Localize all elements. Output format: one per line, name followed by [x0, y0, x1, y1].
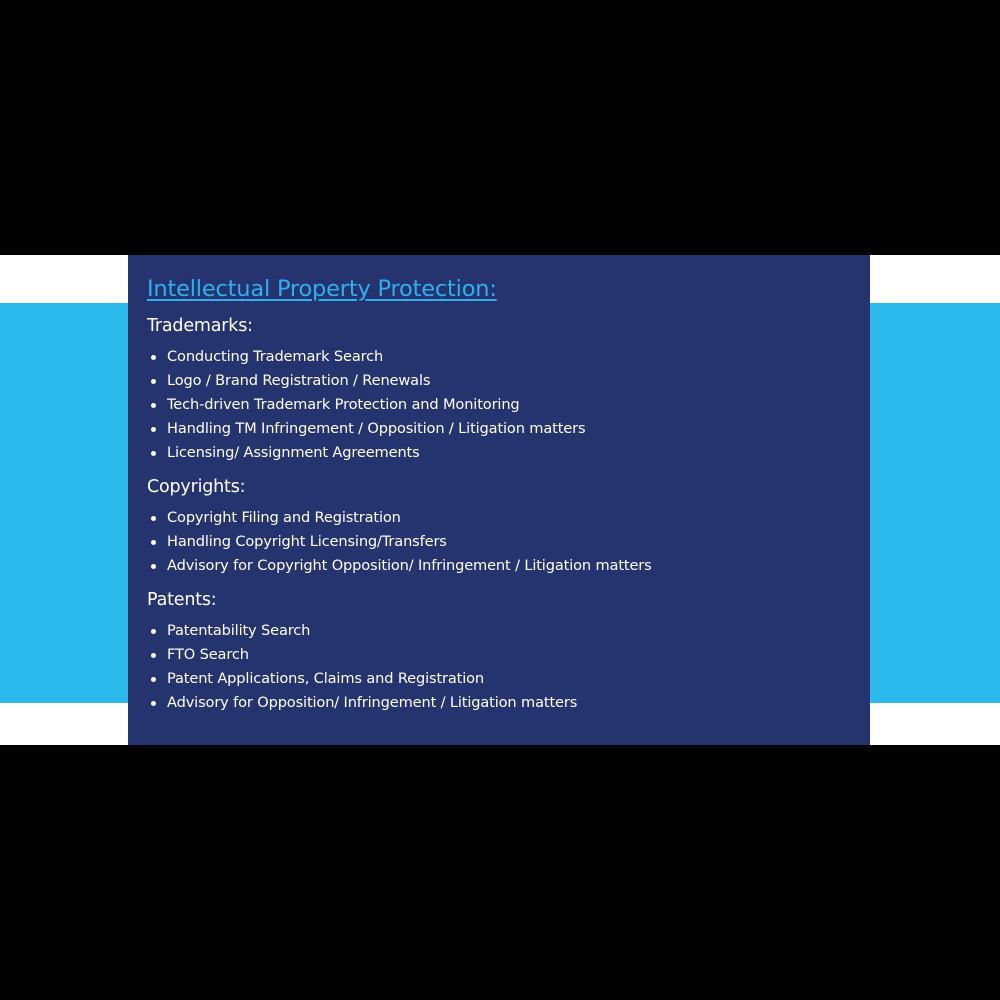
- bullet-icon: [151, 355, 156, 360]
- list-item-text: Logo / Brand Registration / Renewals: [167, 372, 431, 389]
- copyrights-list: [147, 506, 851, 578]
- list-item: [147, 643, 851, 667]
- list-item: [147, 345, 851, 369]
- bullet-icon: [151, 677, 156, 682]
- trademarks-list: [147, 345, 851, 465]
- list-item-text: Tech-driven Trademark Protection and Monitoring: [167, 396, 520, 413]
- list-item: [147, 667, 851, 691]
- bullet-icon: [151, 451, 156, 456]
- bullet-icon: [151, 653, 156, 658]
- section-heading-trademarks: Trademarks:: [147, 316, 253, 336]
- section-heading-copyrights: Copyrights:: [147, 477, 246, 497]
- bullet-icon: [151, 379, 156, 384]
- list-item-text: Handling Copyright Licensing/Transfers: [167, 533, 447, 550]
- list-item-text: Licensing/ Assignment Agreements: [167, 444, 420, 461]
- content-panel: [128, 255, 870, 745]
- list-item-text: Handling TM Infringement / Opposition / Litigation matters: [167, 420, 586, 437]
- page-title: Intellectual Property Protection:: [147, 276, 497, 302]
- list-item: [147, 393, 851, 417]
- bullet-icon: [151, 427, 156, 432]
- list-item: [147, 369, 851, 393]
- section-heading-patents: Patents:: [147, 590, 217, 610]
- list-item: [147, 554, 851, 578]
- list-item-text: FTO Search: [167, 646, 249, 663]
- bullet-icon: [151, 701, 156, 706]
- list-item: [147, 691, 851, 715]
- bullet-icon: [151, 540, 156, 545]
- list-item-text: Advisory for Copyright Opposition/ Infringement / Litigation matters: [167, 557, 652, 574]
- list-item-text: Conducting Trademark Search: [167, 348, 384, 365]
- list-item: [147, 619, 851, 643]
- list-item: [147, 530, 851, 554]
- bullet-icon: [151, 629, 156, 634]
- bullet-icon: [151, 403, 156, 408]
- list-item: [147, 441, 851, 465]
- list-item-text: Copyright Filing and Registration: [167, 509, 401, 526]
- list-item-text: Advisory for Opposition/ Infringement / Litigation matters: [167, 694, 578, 711]
- slide: [0, 255, 1000, 745]
- list-item: [147, 506, 851, 530]
- list-item-text: Patent Applications, Claims and Registration: [167, 670, 485, 687]
- bullet-icon: [151, 516, 156, 521]
- list-item: [147, 417, 851, 441]
- list-item-text: Patentability Search: [167, 622, 311, 639]
- patents-list: [147, 619, 851, 715]
- bullet-icon: [151, 564, 156, 569]
